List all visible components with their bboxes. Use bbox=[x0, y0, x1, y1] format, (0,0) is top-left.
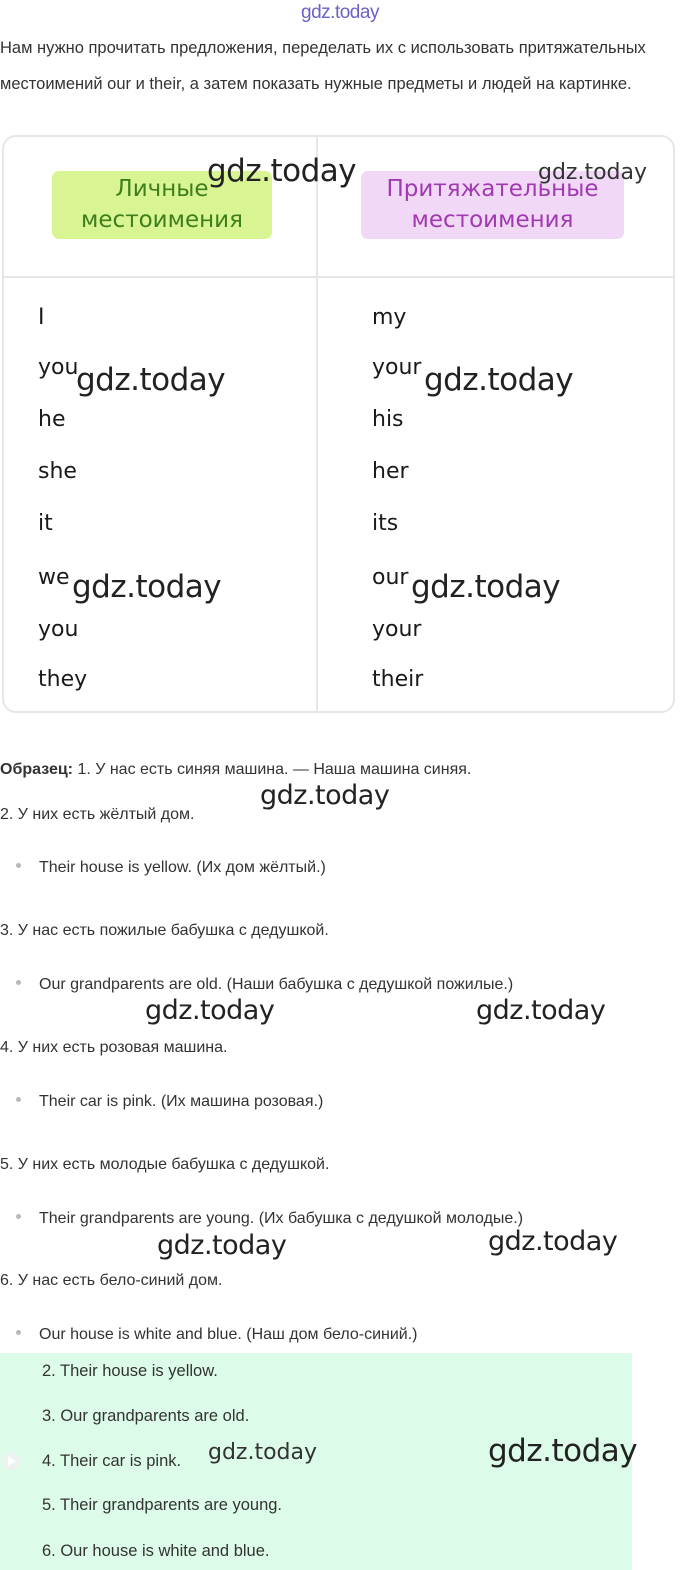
watermark-text: gdz.today bbox=[208, 1440, 318, 1465]
possessive-pronoun: my bbox=[372, 305, 407, 330]
play-icon[interactable] bbox=[2, 1452, 20, 1470]
task-answer bbox=[16, 859, 326, 877]
task-answer-text: Our house is white and blue. (Наш дом бело-синий.) bbox=[39, 1326, 418, 1343]
answer-line: 6. Our house is white and blue. bbox=[42, 1542, 270, 1560]
task-question: 3. У нас есть пожилые бабушка с дедушкой. bbox=[0, 922, 329, 939]
bullet-dot-icon bbox=[16, 1097, 21, 1102]
bullet-dot-icon bbox=[16, 1330, 21, 1335]
task-answer-text: Our grandparents are old. (Наши бабушка с дедушкой пожилые.) bbox=[39, 976, 514, 993]
watermark-text: gdz.today bbox=[411, 569, 561, 605]
header-divider bbox=[4, 276, 673, 278]
task-answer-text: Their house is yellow. (Их дом жёлтый.) bbox=[39, 859, 326, 876]
task-answer-text: Their grandparents are young. (Их бабушка с дедушкой молодые.) bbox=[39, 1210, 524, 1227]
personal-pronoun: I bbox=[38, 305, 45, 330]
bullet-dot-icon bbox=[16, 863, 21, 868]
personal-pronoun: it bbox=[38, 511, 53, 536]
possessive-pronoun: your bbox=[372, 355, 422, 380]
watermark-text: gdz.today bbox=[424, 362, 574, 398]
answer-line: 4. Their car is pink. bbox=[42, 1452, 182, 1470]
possessive-pronouns-header: Притяжательные местоимения bbox=[361, 171, 624, 239]
watermark-text: gdz.today bbox=[488, 1226, 618, 1257]
task-answer bbox=[16, 1093, 323, 1111]
column-divider bbox=[316, 137, 318, 711]
task-answer bbox=[16, 1210, 523, 1228]
personal-pronoun: we bbox=[38, 565, 70, 590]
possessive-pronoun: your bbox=[372, 617, 422, 642]
intro-paragraph: Нам нужно прочитать предложения, переделать их с использовать притяжательных местоимений our и their, а затем показать нужные предметы и людей на картинке. bbox=[0, 39, 646, 93]
watermark-text: gdz.today bbox=[207, 153, 357, 189]
task-question: 6. У нас есть бело-синий дом. bbox=[0, 1272, 223, 1289]
possessive-pronoun: its bbox=[372, 511, 399, 536]
personal-pronouns-header: Личные местоимения bbox=[52, 171, 272, 239]
watermark-text: gdz.today bbox=[157, 1230, 287, 1261]
site-logo: gdz.today bbox=[301, 2, 379, 23]
watermark-text: gdz.today bbox=[476, 995, 606, 1026]
pronoun-table bbox=[2, 135, 675, 713]
personal-pronoun: she bbox=[38, 459, 77, 484]
bullet-dot-icon bbox=[16, 1214, 21, 1219]
possessive-pronoun: her bbox=[372, 459, 409, 484]
possessive-pronoun: their bbox=[372, 667, 424, 692]
example-text: 1. У нас есть синяя машина. — Наша машина синяя. bbox=[73, 761, 472, 778]
task-question: 5. У них есть молодые бабушка с дедушкой. bbox=[0, 1156, 330, 1173]
watermark-text: gdz.today bbox=[260, 780, 390, 811]
personal-pronoun: you bbox=[38, 355, 79, 380]
example-line bbox=[0, 761, 471, 779]
answer-line: 2. Their house is yellow. bbox=[42, 1362, 218, 1380]
possessive-pronoun: his bbox=[372, 407, 404, 432]
task-answer-text: Their car is pink. (Их машина розовая.) bbox=[39, 1093, 324, 1110]
personal-pronoun: he bbox=[38, 407, 66, 432]
personal-pronoun: they bbox=[38, 667, 88, 692]
task-answer bbox=[16, 976, 513, 994]
watermark-text: gdz.today bbox=[488, 1433, 638, 1469]
bullet-dot-icon bbox=[16, 980, 21, 985]
watermark-text: gdz.today bbox=[72, 569, 222, 605]
watermark-text: gdz.today bbox=[538, 160, 648, 185]
task-question: 2. У них есть жёлтый дом. bbox=[0, 806, 195, 823]
personal-pronoun: you bbox=[38, 617, 79, 642]
answer-line: 3. Our grandparents are old. bbox=[42, 1407, 250, 1425]
possessive-pronoun: our bbox=[372, 565, 409, 590]
watermark-text: gdz.today bbox=[145, 995, 275, 1026]
answer-line: 5. Their grandparents are young. bbox=[42, 1496, 283, 1514]
example-label: Образец: bbox=[0, 761, 73, 778]
watermark-text: gdz.today bbox=[76, 362, 226, 398]
task-question: 4. У них есть розовая машина. bbox=[0, 1039, 228, 1056]
task-answer bbox=[16, 1326, 418, 1344]
